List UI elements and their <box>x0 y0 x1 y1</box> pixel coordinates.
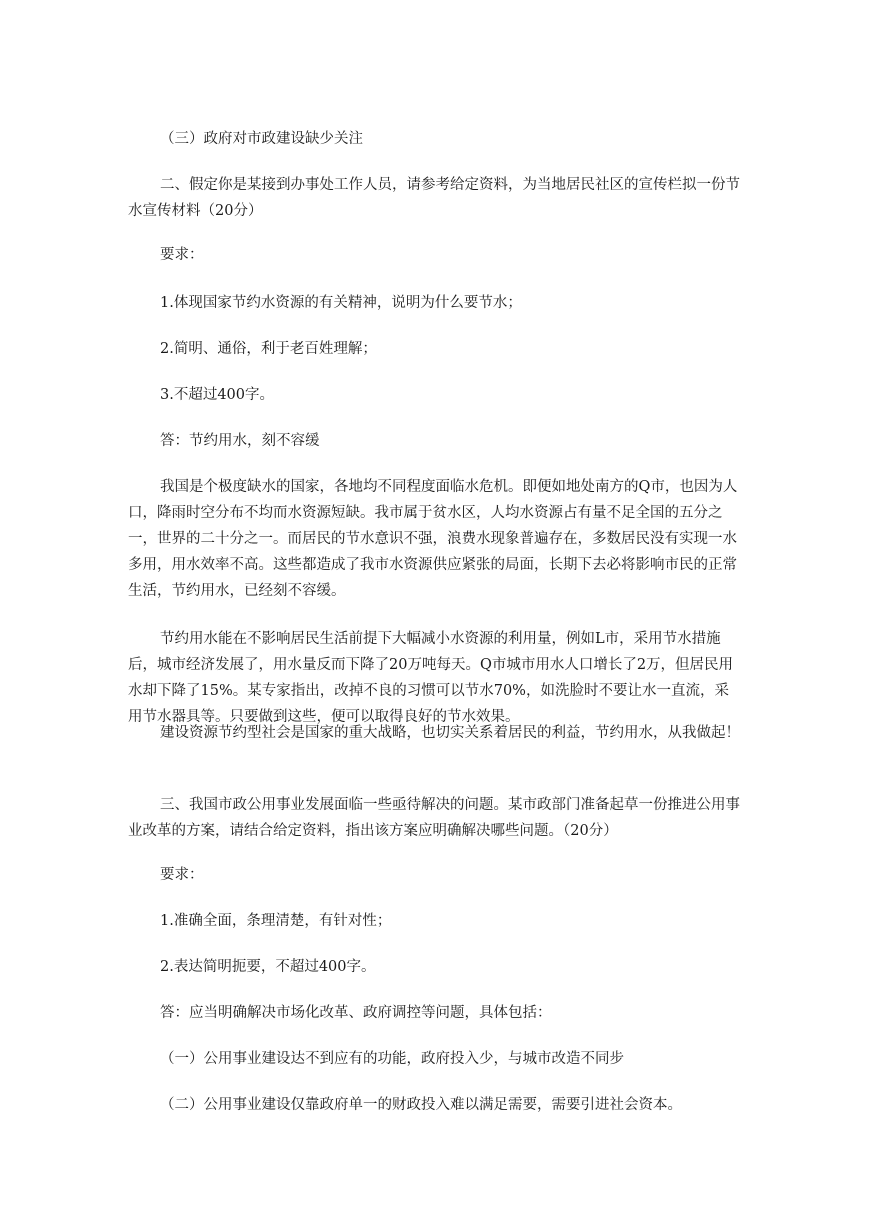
answer-paragraph-3: 建设资源节约型社会是国家的重大战略，也切实关系着居民的利益，节约用水，从我做起！ <box>160 725 740 741</box>
question-3-prompt: 三、我国市政公用事业发展面临一些亟待解决的问题。某市政部门准备起草一份推进公用事业改革的方案，请结合给定资料，指出该方案应明确解决哪些问题。（20分） <box>128 797 740 839</box>
question-2-requirement-2: 2.简明、通俗，利于老百姓理解； <box>160 341 377 357</box>
question-3-requirements-label: 要求： <box>160 867 204 883</box>
answer-paragraph-1: 我国是个极度缺水的国家，各地均不同程度面临水危机。即便如地处南方的Q市，也因为人口，降雨时空分布不均而水资源短缺。我市属于贫水区，人均水资源占有量不足全国的五分之一，世界的二十分之一。而居民的节水意识不强，浪费水现象普遍存在，多数居民没有实现一水多用，用水效率不高。这些都造成了我市水资源供应紧张的局面，长期下去必将影响市民的正常生活，节约用水，已经刻不容缓。 <box>128 479 738 599</box>
question-2-requirement-1: 1.体现国家节约水资源的有关精神，说明为什么要节水； <box>160 295 522 311</box>
question-3-answer-item-2: （二）公用事业建设仅靠政府单一的财政投入难以满足需要，需要引进社会资本。 <box>160 1097 682 1113</box>
item-3-heading: （三）政府对市政建设缺少关注 <box>160 131 363 147</box>
question-2-prompt: 二、假定你是某接到办事处工作人员，请参考给定资料，为当地居民社区的宣传栏拟一份节水宣传材料（20分） <box>128 177 740 219</box>
question-3-requirement-1: 1.准确全面，条理清楚，有针对性； <box>160 913 392 929</box>
question-3-answer-intro: 答：应当明确解决市场化改革、政府调控等问题，具体包括： <box>160 1005 552 1021</box>
question-2-requirements-label: 要求： <box>160 247 204 263</box>
question-2-answer-title: 答：节约用水，刻不容缓 <box>160 433 320 449</box>
answer-paragraph-2: 节约用水能在不影响居民生活前提下大幅减小水资源的利用量，例如L市，采用节水措施后，城市经济发展了，用水量反而下降了20万吨每天。Q市城市用水人口增长了2万，但居民用水却下降了15%。某专家指出，改掉不良的习惯可以节水70%，如洗脸时不要让水一直流，采用节水器具等。只要做到这些，便可以取得良好的节水效果。 <box>128 631 734 725</box>
question-2-requirement-3: 3.不超过400字。 <box>160 387 275 403</box>
question-3-requirement-2: 2.表达简明扼要，不超过400字。 <box>160 959 376 975</box>
question-3-answer-item-1: （一）公用事业建设达不到应有的功能，政府投入少，与城市改造不同步 <box>160 1051 624 1067</box>
